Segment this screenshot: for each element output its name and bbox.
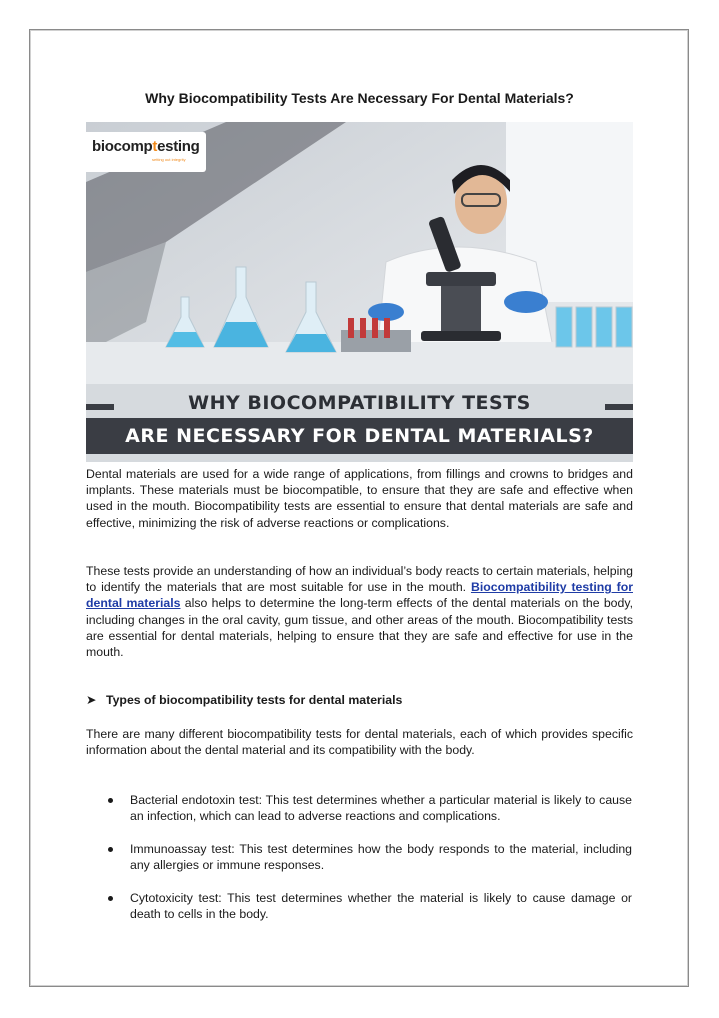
paragraph-text: These tests provide an understanding of how an individual’s body reacts to certain materials, helping to identify the materials that are most suitable for use in the mouth. (86, 564, 633, 595)
biocompatibility-testing-link[interactable]: Biocompatibility testing for dental materials (86, 580, 633, 611)
page-title: Why Biocompatibility Tests Are Necessary For Dental Materials? (145, 90, 574, 106)
section-intro: There are many different biocompatibility tests for dental materials, each of which provides specific information about the dental material and its compatibility with the body. (86, 727, 633, 758)
bullet-dot-icon (108, 798, 113, 803)
paragraph-text: also helps to determine the long-term effects of the dental materials on the body, including changes in the oral cavity, gum tissue, and other areas of the mouth. Biocompatibility tests are essential for dental materials, helping to ensure that they are safe and effective for use in the mouth. (86, 596, 633, 660)
bullet-dot-icon (108, 847, 113, 852)
biocomptesting-logo: biocomptesting setting out integrity (86, 132, 206, 172)
banner-image (86, 122, 633, 462)
paragraph-understanding (86, 563, 633, 660)
arrow-bullet-icon: ➤ (86, 693, 97, 707)
bullet-dot-icon (108, 896, 113, 901)
paragraph-intro: Dental materials are used for a wide range of applications, from fillings and crowns to bridges and implants. These materials must be biocompatible, to ensure that they are safe and effective when used in the mouth. Biocompatibility tests are essential to ensure that dental materials are safe and effective, minimizing the risk of adverse reactions or complications. (86, 467, 633, 530)
section-heading: ➤ Types of biocompatibility tests for dental materials (86, 693, 403, 707)
banner-headline-line2: ARE NECESSARY FOR DENTAL MATERIALS? (86, 418, 633, 454)
banner-headline-line1: WHY BIOCOMPATIBILITY TESTS (188, 392, 531, 414)
